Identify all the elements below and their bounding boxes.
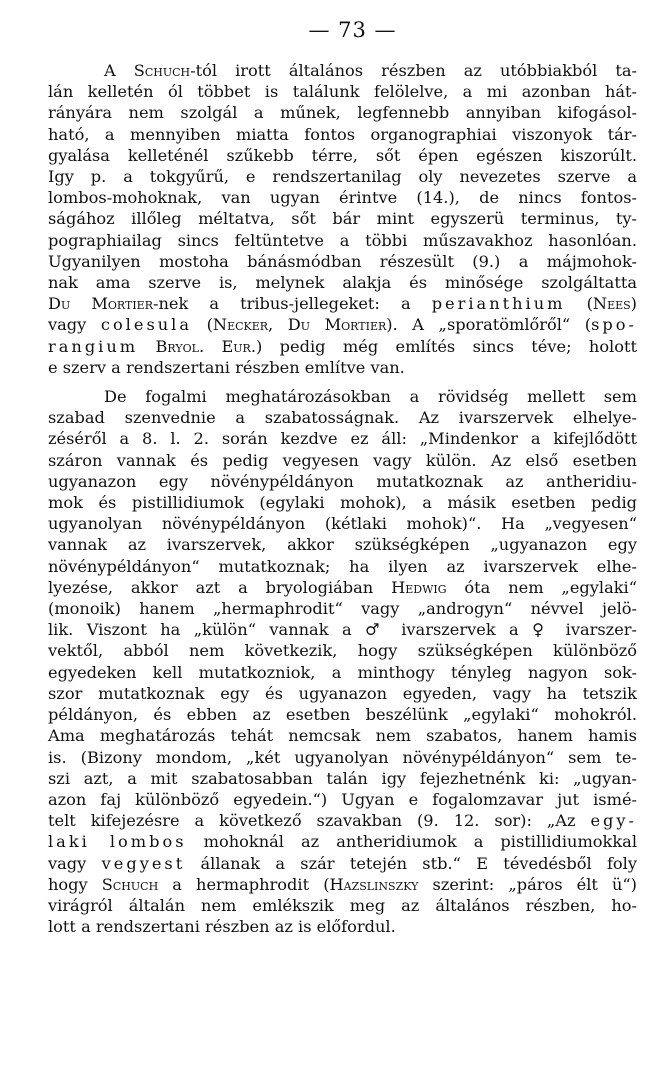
text-line <box>48 124 637 145</box>
text-run: ( <box>192 315 213 335</box>
text-run: lyezése, akkor azt a bryologiában <box>48 577 392 597</box>
text-run: példányon, és ebben az esetben beszélünk „egylaki“ mohokról. <box>48 705 637 725</box>
text-line <box>48 853 637 874</box>
text-run: száron vannak és pedig vegyesen vagy külön. Az első esetben <box>48 450 637 470</box>
text-run: (monoik) hanem „hermaphrodit“ vagy „androgyn“ névvel jelö- <box>48 599 637 619</box>
text-line <box>48 725 637 746</box>
text-line <box>48 556 637 577</box>
text-run: -tól irott általános részben az utóbbiakból ta- <box>190 61 637 80</box>
body-text <box>48 60 637 937</box>
text-run: állanak a szár tetején stb.“ E tévedésből foly <box>185 853 638 873</box>
text-run: szabad szenvednie a szabatosságnak. Az ivarszervek elhelye- <box>48 408 637 428</box>
text-run: szi azt, a mit szabatosabban talán igy fejezhetnénk ki: „ugyan- <box>48 768 637 788</box>
text-line <box>48 407 637 428</box>
text-run: A <box>104 61 134 80</box>
text-run: De fogalmi meghatározásokban a rövidség mellett sem <box>104 387 637 407</box>
text-line <box>48 640 637 661</box>
text-line <box>48 534 637 555</box>
small-caps-name: Hedwig <box>391 577 447 597</box>
text-line <box>48 598 637 619</box>
text-run: nak ama szerve is, melynek alakja és minősége szolgáltatta <box>48 273 637 293</box>
text-line <box>48 102 637 123</box>
text-run: ) pedig még említés sincs téve; holott <box>255 336 637 356</box>
text-run: a hermaphrodit ( <box>158 874 330 894</box>
text-line <box>48 492 637 513</box>
spaced-term: colesula <box>100 315 193 335</box>
text-run: vagy <box>48 315 101 335</box>
text-line <box>48 895 637 916</box>
text-run: Ama meghatározás tehát nemcsak nem szabatos, hanem hamis <box>48 726 637 746</box>
text-line <box>48 916 637 937</box>
text-run: szor mutatkoznak egy és ugyanazon egyeden, vagy ha tetszik <box>48 683 637 703</box>
text-run: ugyanolyan növénypéldányon (kétlaki mohok)“. Ha „vegyesen“ <box>48 514 637 534</box>
text-line <box>48 187 637 208</box>
text-run: telt kifejezésre a következő szavakban (9. 12. sor): „Az <box>48 811 591 831</box>
text-line <box>48 471 637 492</box>
text-run: lik. Viszont ha „külön“ vannak a ♂ ivarszervek a ♀ ivarszer- <box>48 620 637 640</box>
text-line <box>48 513 637 534</box>
text-run: ugyanazon egy növénypéldányon mutatkoznak az antheridiu- <box>48 471 637 491</box>
paragraph <box>48 60 637 378</box>
text-run: vannak az ivarszervek, akkor szükségképen „ugyanazon egy <box>48 535 637 555</box>
text-run <box>138 337 155 356</box>
text-run: egyedeken kell mutatkozniok, a minthogy tényleg nagyon sok- <box>48 662 637 682</box>
text-line <box>48 230 637 251</box>
text-run: e szerv a rendszertani részben említve van. <box>48 357 405 377</box>
spaced-term: laki lombos <box>48 832 187 852</box>
text-line <box>48 831 637 852</box>
text-run: ) <box>630 294 637 314</box>
text-run: növénypéldányon“ mutatkoznak; ha ilyen az ivarszervek elhe- <box>48 556 637 576</box>
text-line <box>48 450 637 471</box>
text-line <box>48 293 637 314</box>
small-caps-name: Du Mortier <box>48 294 153 314</box>
text-line <box>48 810 637 831</box>
text-line <box>48 577 637 598</box>
text-line <box>48 81 637 102</box>
text-run: Ugyanilyen mostoha bánásmódban részesült (9.) a májmohok- <box>48 251 637 271</box>
text-line <box>48 272 637 293</box>
text-line <box>48 357 637 378</box>
text-line <box>48 208 637 229</box>
text-run: rányára nem szolgál a műnek, legfennebb annyiban kifogásol- <box>48 103 637 123</box>
text-line <box>48 704 637 725</box>
text-run: zéséről a 8. l. 2. során kezdve ez áll: „Mindenkor a kifejlődött <box>48 429 637 449</box>
text-line <box>48 662 637 683</box>
paragraph <box>48 386 637 937</box>
text-line <box>48 768 637 789</box>
text-run: is. (Bizony mondom, „két ugyanolyan növénypéldányon“ sem te- <box>48 747 637 767</box>
text-run: ( <box>565 294 593 314</box>
text-run: -nek a tribus-jellegeket: a <box>153 294 432 314</box>
text-line <box>48 747 637 768</box>
small-caps-name: Schuch <box>101 874 159 894</box>
small-caps-name: Hazslinszky <box>329 874 419 894</box>
small-caps-name: Schuch <box>133 61 191 80</box>
text-line <box>48 619 637 640</box>
text-run: ságához illőleg méltatva, sőt bár mint egyszerü terminus, ty- <box>48 209 637 229</box>
text-line <box>48 314 637 335</box>
text-line <box>48 166 637 187</box>
text-run: hogy <box>48 874 102 894</box>
text-run: szerint: „páros élt ü“) <box>418 874 637 894</box>
text-run: lott a rendszertani részben az is előfordul. <box>48 917 396 937</box>
text-run: , <box>268 315 288 335</box>
text-run: ). A „sporatömlőről“ ( <box>386 315 592 335</box>
text-run: gyalása kelleténél szűkebb térre, sőt épen egészen kiszorúlt. <box>48 145 637 165</box>
spaced-term: spo- <box>591 315 637 335</box>
text-run: vektől, abból nem következik, hogy szükségképen különböző <box>48 641 637 661</box>
small-caps-name: Nees <box>592 294 631 314</box>
text-line <box>48 683 637 704</box>
text-run: ható, a mennyiben miatta fontos organographiai viszonyok tár- <box>48 124 637 144</box>
small-caps-name: Necker <box>212 315 269 335</box>
text-run: vagy <box>48 853 102 873</box>
text-line <box>48 789 637 810</box>
text-line <box>48 386 637 407</box>
text-run: azon faj különböző egyedein.“) Ugyan e fogalomzavar jut ismé- <box>48 789 637 809</box>
spaced-term: vegyest <box>101 853 186 873</box>
text-run: virágról általán nem emlékszik meg az általános részben, ho- <box>48 895 637 915</box>
spaced-term: egy- <box>590 811 637 831</box>
text-line <box>48 145 637 166</box>
page-number: — 73 — <box>308 18 397 42</box>
text-run: pographiailag sincs feltüntetve a többi műszavakhoz hasonlóan. <box>48 230 637 250</box>
small-caps-name: Du Mortier <box>287 315 387 335</box>
text-run: óta nem „egylaki“ <box>446 577 637 597</box>
text-line <box>48 428 637 449</box>
text-run: lán kelletén ól többet is találunk felölelve, a mi azonban hát- <box>48 82 637 102</box>
text-run: lombos-mohoknak, van ugyan érintve (14.), de nincs fontos- <box>48 188 637 208</box>
text-line <box>48 874 637 895</box>
spaced-term: rangium <box>48 336 139 356</box>
text-line <box>48 336 637 357</box>
spaced-term: perianthium <box>431 294 566 314</box>
text-run: mok és pistillidiumok (egylaki mohok), a másik esetben pedig <box>48 493 637 513</box>
text-run: Igy p. a tokgyűrű, e rendszertanilag oly nevezetes szerve a <box>48 167 637 187</box>
small-caps-name: Bryol. Eur. <box>155 336 256 356</box>
text-run: mohoknál az antheridiumok a pistillidiumokkal <box>186 832 637 852</box>
text-line <box>48 60 637 81</box>
text-line <box>48 251 637 272</box>
